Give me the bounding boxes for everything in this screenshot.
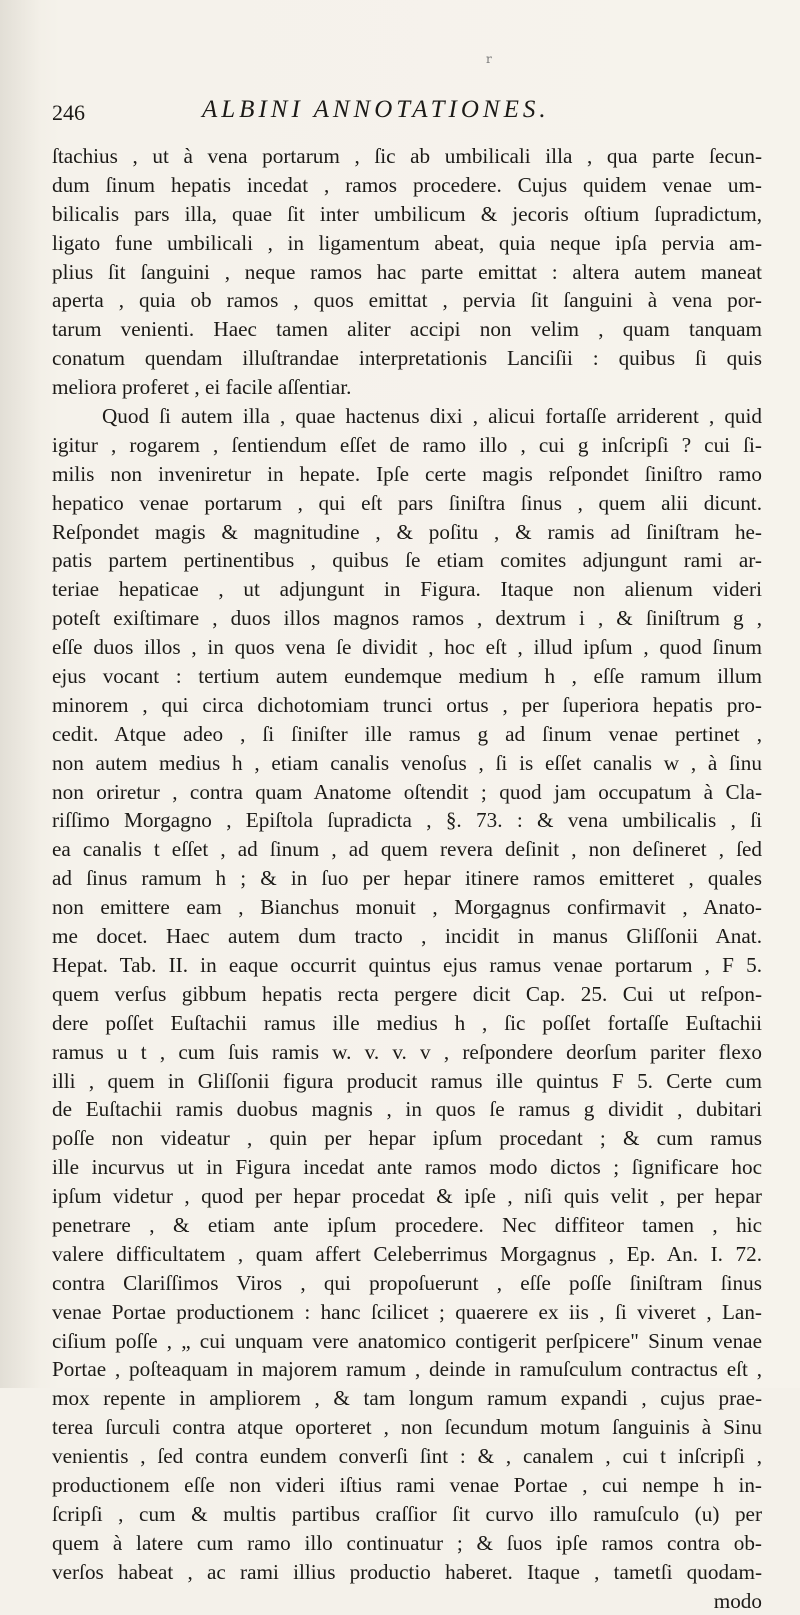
text-line: dum ſinum hepatis incedat , ramos procedere. Cujus quidem venae um-	[52, 172, 762, 197]
text-line: ciſium poſſe , „ cui unquam vere anatomico contigerit perſpicere" Sinum venae	[52, 1328, 762, 1353]
text-line: Quod ſi autem illa , quae hactenus dixi , alicui fortaſſe arriderent , quid	[102, 404, 762, 429]
text-line: teriae hepaticae , ut adjungunt in Figura. Itaque non alienum videri	[52, 577, 762, 602]
page-gutter-shadow	[0, 0, 40, 1388]
text-line: meliora proferet , ei facile aſſentiar.	[52, 375, 352, 400]
text-line: minorem , qui circa dichotomiam trunci ortus , per ſuperiora hepatis pro-	[52, 692, 762, 717]
text-line: aperta , quia ob ramos , quos emittat , pervia ſit ſanguini à vena por-	[52, 288, 762, 313]
text-line: Reſpondet magis & magnitudine , & poſitu , & ramis ad ſiniſtram he-	[52, 519, 762, 544]
text-line: ad ſinus ramum h ; & in ſuo per hepar itinere ramos emitteret , quales	[52, 866, 762, 891]
text-line: igitur , rogarem , ſentiendum eſſet de ramo illo , cui g inſcripſi ? cui ſi-	[52, 432, 762, 457]
text-line: cedit. Atque adeo , ſi ſiniſter ille ramus g ad ſinum venae pertinet ,	[52, 721, 762, 746]
text-line: mox repente in ampliorem , & tam longum ramum expandi , cujus prae-	[52, 1386, 762, 1411]
text-line: ejus vocant : tertium autem eundemque medium h , eſſe ramum illum	[52, 664, 762, 689]
text-line: non oriretur , contra quam Anatome oſtendit ; quod jam occupatum à Cla-	[52, 779, 762, 804]
text-line: patis partem pertinentibus , quibus ſe etiam comites adjungunt rami ar-	[52, 548, 762, 573]
text-line: poteſt exiſtimare , duos illos magnos ramos , dextrum i , & ſiniſtrum g ,	[52, 606, 762, 631]
text-line: ſtachius , ut à vena portarum , ſic ab umbilicali illa , qua parte ſecun-	[52, 144, 762, 168]
text-line: me docet. Haec autem dum tracto , incidit in manus Gliſſonii Anat.	[52, 924, 762, 949]
page-number: 246	[52, 100, 85, 125]
text-line: ea canalis t eſſet , ad ſinum , ad quem revera deſinit , non deſineret , ſed	[52, 837, 762, 862]
text-line: eſſe duos illos , in quos vena ſe dividit , hoc eſt , illud ipſum , quod ſinum	[52, 635, 762, 660]
text-line: milis non inveniretur in hepate. Ipſe certe magis reſpondet ſiniſtro ramo	[52, 461, 762, 486]
text-line: Portae , poſteaquam in majorem ramum , deinde in ramuſculum contractus eſt ,	[52, 1357, 762, 1382]
text-line: productionem eſſe non videri iſtius rami venae Portae , cui nempe h in-	[52, 1472, 762, 1497]
text-line: non emittere eam , Bianchus monuit , Morgagnus confirmavit , Anato-	[52, 895, 762, 920]
running-title: ALBINI ANNOTATIONES.	[202, 96, 550, 123]
text-line: valere difficultatem , quam affert Celeberrimus Morgagnus , Ep. An. I. 72.	[52, 1241, 762, 1266]
text-line: venae Portae productionem : hanc ſcilicet ; quaerere ex iis , ſi viveret , Lan-	[52, 1299, 762, 1324]
text-line: non autem medius h , etiam canalis venoſus , ſi is eſſet canalis w , à ſinu	[52, 750, 762, 775]
text-line: tarum venienti. Haec tamen aliter accipi non velim , quam tanquam	[52, 317, 762, 342]
text-line: riſſimo Morgagno , Epiſtola ſupradicta , §. 73. : & vena umbilicalis , ſi	[52, 808, 762, 833]
text-line: poſſe non videatur , quin per hepar ipſum procedant ; & cum ramus	[52, 1126, 762, 1151]
text-line: contra Clariſſimos Viros , qui propoſuerunt , eſſe poſſe ſiniſtram ſinus	[52, 1270, 762, 1295]
page-header	[52, 96, 752, 132]
text-line: quem verſus gibbum hepatis recta pergere dicit Cap. 25. Cui ut reſpon-	[52, 981, 762, 1006]
text-line: quem à latere cum ramo illo continuatur ; & ſuos ipſe ramos contra ob-	[52, 1530, 762, 1555]
text-line: hepatico venae portarum , qui eſt pars ſiniſtra ſinus , quem alii dicunt.	[52, 490, 762, 515]
text-line: venientis , ſed contra eundem converſi ſint : & , canalem , cui t inſcripſi ,	[52, 1444, 762, 1469]
text-line: de Euſtachii ramis duobus magnis , in quos ſe ramus g dividit , dubitari	[52, 1097, 762, 1122]
text-line: penetrare , & etiam ante ipſum procedere. Nec diffiteor tamen , hic	[52, 1212, 762, 1237]
text-line: terea ſurculi contra atque oporteret , non ſecundum motum ſanguinis à Sinu	[52, 1415, 762, 1440]
text-line: conatum quendam illuſtrandae interpretationis Lanciſii : quibus ſi quis	[52, 346, 762, 371]
text-line: Hepat. Tab. II. in eaque occurrit quintus ejus ramus venae portarum , F 5.	[52, 952, 762, 977]
body-text	[52, 142, 762, 1615]
text-line: dere poſſet Euſtachii ramus ille medius h , ſic poſſet fortaſſe Euſtachii	[52, 1010, 762, 1035]
text-line: modo	[713, 1588, 762, 1613]
text-line: illi , quem in Gliſſonii figura producit ramus ille quintus F 5. Certe cum	[52, 1068, 762, 1093]
text-line: ipſum videtur , quod per hepar procedat & ipſe , niſi quis velit , per hepar	[52, 1184, 762, 1209]
top-mark: r	[486, 52, 492, 66]
text-line: ligato fune umbilicali , in ligamentum abeat, quia neque ipſa pervia am-	[52, 230, 762, 255]
text-line: ramus u t , cum ſuis ramis w. v. v. v , reſpondere deorſum pariter flexo	[52, 1039, 762, 1064]
text-line: ſcripſi , cum & multis partibus craſſior ſit curvo illo ramuſculo (u) per	[52, 1501, 762, 1526]
text-line: ille incurvus ut in Figura incedat ante ramos modo dictos ; ſignificare hoc	[52, 1155, 762, 1180]
text-line: plius ſit ſanguini , neque ramos hac parte emittat : altera autem maneat	[52, 259, 762, 284]
text-line: bilicalis pars illa, quae ſit inter umbilicum & jecoris oſtium ſupradictum,	[52, 201, 762, 226]
text-line: verſos habeat , ac rami illius productio haberet. Itaque , tametſi quodam-	[52, 1559, 762, 1584]
